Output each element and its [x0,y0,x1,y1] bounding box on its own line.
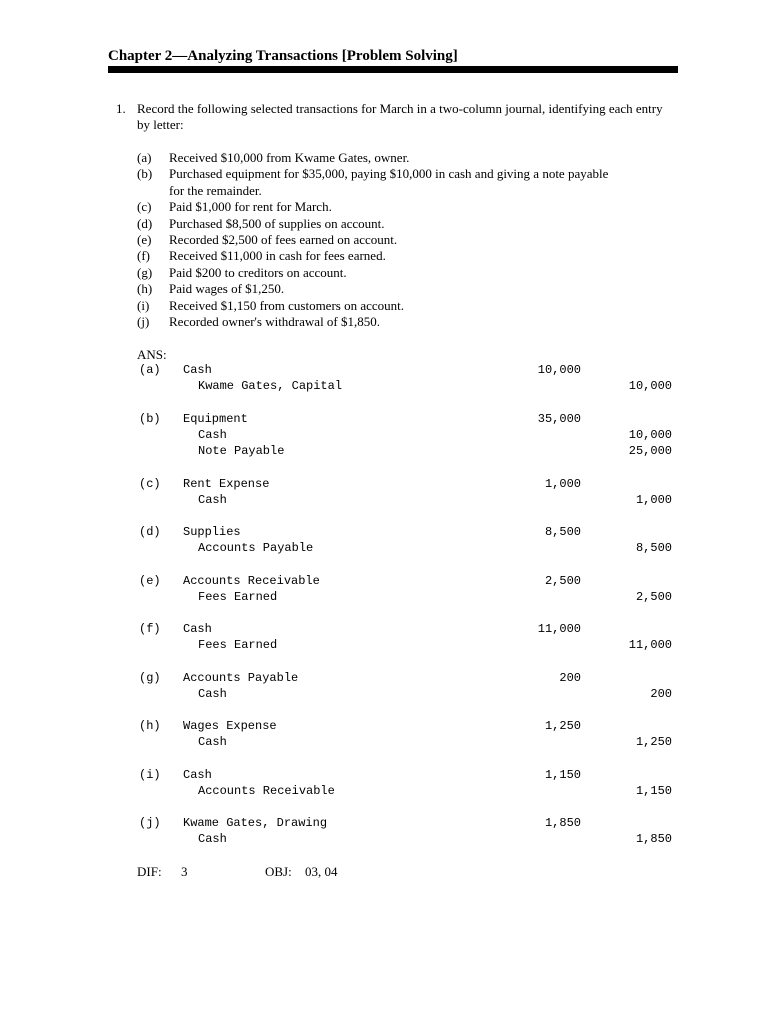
item-letter: (g) [137,264,153,280]
debit-account: Rent Expense [183,476,270,491]
item-letter: (h) [137,281,153,297]
debit-account: Kwame Gates, Drawing [183,816,328,830]
credit-amount: 1,000 [635,492,672,507]
credit-account: Fees Earned [198,638,278,652]
entry-letter: (j) [139,816,161,830]
list-item [137,248,609,264]
debit-row [0,815,768,831]
credit-amount: 10,000 [628,427,672,442]
debit-amount: 200 [559,670,581,685]
item-text: Paid $200 to creditors on account. [169,264,347,280]
list-item [137,281,609,297]
transaction-list [137,150,609,330]
credit-account: Cash [198,492,227,507]
credit-amount: 25,000 [628,443,672,458]
entry-letter: (a) [139,363,161,377]
journal-entries [0,362,768,864]
credit-row [0,378,768,394]
credit-row [0,540,768,556]
credit-account: Accounts Payable [198,541,314,555]
debit-amount: 1,000 [544,476,581,491]
item-text: Received $11,000 in cash for fees earned. [169,248,386,264]
credit-amount: 2,500 [635,589,672,604]
dif-label: DIF: [137,864,162,879]
credit-account: Fees Earned [198,589,278,604]
credit-row [0,831,768,847]
journal-entry [0,621,768,670]
credit-amount: 1,150 [635,783,672,798]
entry-letter: (i) [139,767,161,782]
debit-account: Cash [183,363,212,377]
answer-label: ANS: [137,347,167,362]
credit-amount: 1,250 [635,735,672,749]
credit-account: Cash [198,686,227,701]
credit-row [0,589,768,605]
item-text: Recorded owner's withdrawal of $1,850. [169,314,381,330]
item-text: Purchased equipment for $35,000, paying $10,000 in cash and giving a note payable for the remainder. [169,166,609,198]
item-letter: (f) [137,248,150,264]
debit-amount: 1,250 [544,719,581,733]
credit-amount: 11,000 [628,638,672,652]
entry-letter: (d) [139,525,161,539]
journal-entry [0,670,768,719]
debit-account: Wages Expense [183,719,277,733]
credit-account: Accounts Receivable [198,783,335,798]
entry-letter: (b) [139,411,161,426]
item-text: Purchased $8,500 of supplies on account. [169,215,385,231]
item-text: Received $1,150 from customers on account. [169,297,405,313]
item-letter: (e) [137,232,152,248]
debit-row [0,718,768,734]
debit-amount: 1,850 [544,816,581,830]
debit-row [0,621,768,637]
entry-letter: (e) [139,573,161,588]
debit-account: Cash [183,622,212,636]
debit-row [0,767,768,783]
credit-account: Note Payable [198,443,285,458]
debit-amount: 1,150 [544,767,581,782]
list-item [137,232,609,248]
debit-row [0,573,768,589]
debit-account: Accounts Payable [183,670,299,685]
item-letter: (a) [137,150,152,165]
debit-row [0,362,768,378]
title-rule [108,66,678,73]
item-letter: (c) [137,199,152,215]
entry-letter: (c) [139,476,161,491]
debit-row [0,476,768,492]
credit-amount: 8,500 [635,541,672,555]
item-letter: (d) [137,215,153,231]
list-item [137,216,609,232]
journal-entry [0,362,768,411]
debit-account: Supplies [183,525,241,539]
item-letter: (i) [137,297,150,313]
credit-row [0,443,768,459]
credit-row [0,734,768,750]
debit-account: Cash [183,767,212,782]
dif-value: 3 [181,864,188,879]
debit-row [0,524,768,540]
credit-amount: 200 [650,686,672,701]
obj-label: OBJ: [265,864,292,879]
list-item [137,199,609,215]
page-title: Chapter 2—Analyzing Transactions [Problem Solving] [108,48,458,64]
journal-entry [0,476,768,525]
journal-entry [0,718,768,767]
credit-account: Cash [198,427,227,442]
debit-amount: 8,500 [544,525,581,539]
debit-account: Equipment [183,411,248,426]
debit-row [0,670,768,686]
item-text: Paid $1,000 for rent for March. [169,199,332,215]
debit-amount: 35,000 [537,411,581,426]
list-item [137,314,609,330]
journal-entry [0,815,768,864]
entry-letter: (f) [139,622,161,636]
item-text: Recorded $2,500 of fees earned on account. [169,232,398,248]
debit-amount: 2,500 [544,573,581,588]
credit-account: Cash [198,832,227,846]
entry-letter: (h) [139,719,161,733]
credit-account: Kwame Gates, Capital [198,379,343,393]
journal-entry [0,767,768,816]
item-letter: (j) [137,314,150,330]
journal-entry [0,524,768,573]
list-item [137,150,609,166]
credit-amount: 10,000 [628,379,672,393]
item-text: Received $10,000 from Kwame Gates, owner. [169,150,410,165]
item-letter: (b) [137,166,153,182]
question-number: 1. [116,101,126,116]
list-item [137,298,609,314]
question-text: Record the following selected transactions for March in a two-column journal, identifying each entry by letter: [137,101,663,132]
credit-amount: 1,850 [635,832,672,846]
journal-entry [0,411,768,476]
credit-row [0,686,768,702]
list-item [137,265,609,281]
entry-letter: (g) [139,670,161,685]
debit-account: Accounts Receivable [183,573,320,588]
debit-row [0,411,768,427]
debit-amount: 10,000 [537,363,581,377]
credit-row [0,783,768,799]
debit-amount: 11,000 [537,622,581,636]
credit-row [0,427,768,443]
credit-account: Cash [198,735,227,749]
credit-row [0,637,768,653]
list-item [137,166,609,199]
item-text: Paid wages of $1,250. [169,281,285,297]
credit-row [0,492,768,508]
journal-entry [0,573,768,622]
obj-value: 03, 04 [305,864,338,879]
